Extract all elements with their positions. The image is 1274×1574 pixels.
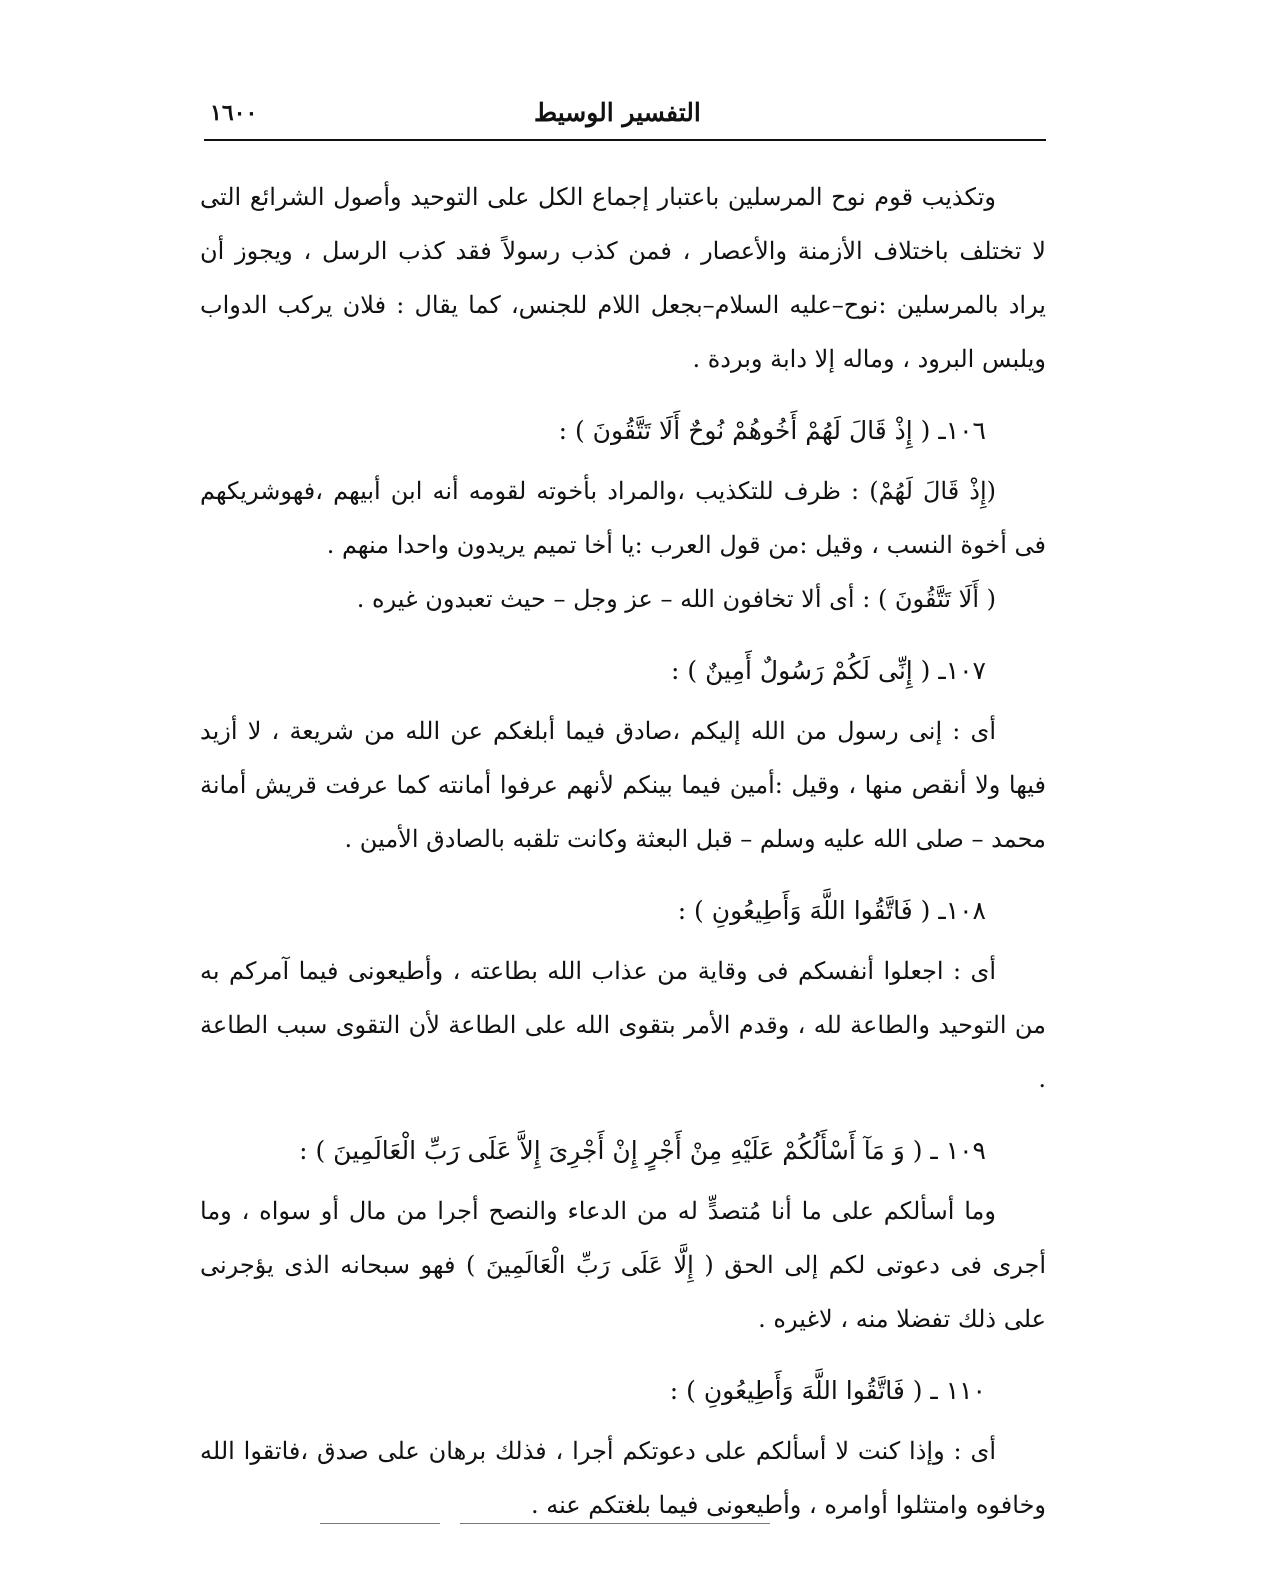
verse-heading-109: ١٠٩ ـ ( وَ مَآ أَسْأَلُكُمْ عَلَيْهِ مِنْ أَجْرٍ إِنْ أَجْرِىَ إِلاَّ عَلَى رَبِّ الْعَالَمِينَ ) : [299, 1136, 986, 1165]
paragraph-intro: وتكذيب قوم نوح المرسلين باعتبار إجماع الكل على التوحيد وأصول الشرائع التى لا تختلف باختلاف الأزمنة والأعصار ، فمن كذب رسولاً فقد كذب الرسل ، ويجوز أن يراد بالمرسلين :نوح–عليه السلام–بجعل اللام للجنس، كما يقال : فلان يركب الدواب ويلبس البرود ، وماله إلا دابة وبردة . [200, 183, 1046, 373]
page-number: ١٦٠٠ [210, 100, 258, 126]
footer-rule-left [320, 1523, 440, 1524]
verse-heading-108: ١٠٨ـ ( فَاتَّقُوا اللَّهَ وَأَطِيعُونِ ) : [677, 896, 986, 925]
header-rule [204, 139, 1046, 141]
paragraph-108: أى : اجعلوا أنفسكم فى وقاية من عذاب الله بطاعته ، وأطيعونى فيما آمركم به من التوحيد والطاعة لله ، وقدم الأمر بتقوى الله على الطاعة لأن التقوى سبب الطاعة . [200, 957, 1046, 1093]
footer-rule-right [460, 1523, 770, 1524]
verse-heading-110: ١١٠ ـ ( فَاتَّقُوا اللَّهَ وَأَطِيعُونِ ) : [669, 1376, 986, 1405]
paragraph-110: أى : وإذا كنت لا أسألكم على دعوتكم أجرا ، فذلك برهان على صدق ،فاتقوا الله وخافوه وامتثلوا أوامره ، وأطيعونى فيما بلغتكم عنه . [200, 1437, 1046, 1519]
page-header [204, 98, 1046, 138]
paragraph-106a: (إِذْ قَالَ لَهُمْ) : ظرف للتكذيب ،والمراد بأخوته لقومه أنه ابن أبيهم ،فهوشريكهم فى أخوة النسب ، وقيل :من قول العرب :يا أخا تميم يريدون واحدا منهم . [200, 477, 1046, 559]
verse-heading-106: ١٠٦ـ ( إِذْ قَالَ لَهُمْ أَخُوهُمْ نُوحٌ أَلَا تَتَّقُونَ ) : [558, 416, 986, 445]
paragraph-107: أى : إنى رسول من الله إليكم ،صادق فيما أبلغكم عن الله من شريعة ، لا أزيد فيها ولا أنقص منها ، وقيل :أمين فيما بينكم لأنهم عرفوا أمانته كما عرفت قريش أمانة محمد – صلى الله عليه وسلم – قبل البعثة وكانت تلقبه بالصادق الأمين . [200, 717, 1046, 853]
paragraph-106b: ( أَلَا تَتَّقُونَ ) : أى ألا تخافون الله – عز وجل – حيث تعبدون غيره . [356, 585, 996, 613]
paragraph-109: وما أسألكم على ما أنا مُتصدٍّ له من الدعاء والنصح أجرا من مال أو سواه ، وما أجرى فى دعوتى لكم إلى الحق ( إِلَّا عَلَى رَبِّ الْعَالَمِينَ ) فهو سبحانه الذى يؤجرنى على ذلك تفضلا منه ، لاغيره . [200, 1197, 1046, 1333]
running-title: التفسير الوسيط [534, 98, 701, 127]
page-body [200, 170, 1046, 1532]
verse-heading-107: ١٠٧ـ ( إِنِّى لَكُمْ رَسُولٌ أَمِينٌ ) : [671, 656, 986, 685]
